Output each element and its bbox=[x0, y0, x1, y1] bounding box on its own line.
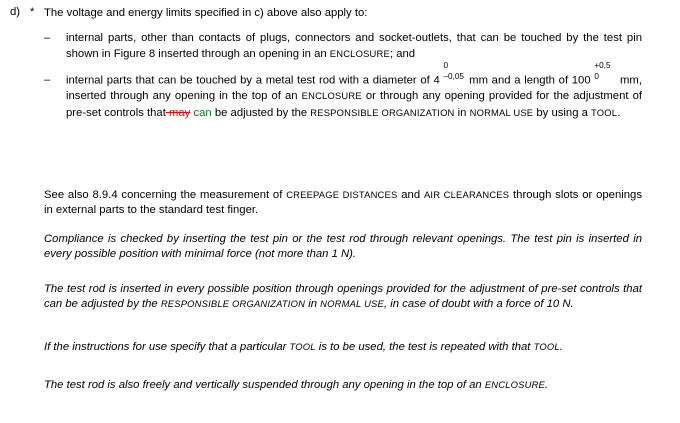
text-segment: through slots or openings in external parts to the standard test finger. bbox=[44, 189, 642, 217]
text-segment: , in case of doubt with a force of 10 N. bbox=[383, 298, 574, 311]
text-segment: internal parts, other than contacts of plugs, connectors and socket-outlets, that can be touched by the test pin shown in Figure 8 inserted through an opening in an bbox=[66, 32, 642, 61]
paragraph-see-also bbox=[44, 188, 642, 218]
list-item bbox=[44, 30, 642, 63]
text-segment: or through any opening provided for the adjustment of pre-set controls that bbox=[66, 90, 642, 119]
term-enclosure: ENCLOSURE bbox=[484, 379, 546, 390]
text-segment: See also 8.9.4 concerning the measurement of bbox=[44, 189, 287, 201]
dash-marker: – bbox=[44, 32, 51, 44]
tolerance-lower: –0,05 bbox=[443, 71, 464, 81]
text-segment: is to be used, the test is repeated with that bbox=[315, 341, 534, 353]
dash-list bbox=[44, 30, 642, 130]
term-tool: TOOL bbox=[591, 106, 618, 118]
term-tool: TOOL bbox=[533, 341, 560, 352]
paragraph-compliance bbox=[44, 232, 642, 262]
list-item-body bbox=[66, 30, 642, 63]
text-segment: If the instructions for use specify that a particular bbox=[44, 341, 290, 353]
text-segment: . bbox=[545, 379, 549, 391]
tolerance-upper: +0,5 bbox=[594, 60, 611, 70]
text-segment: be adjusted by the bbox=[211, 106, 311, 119]
text-segment: and bbox=[397, 189, 424, 201]
paragraph-test-rod-insert bbox=[44, 282, 642, 312]
term-responsible-organization: RESPONSIBLE ORGANIZATION bbox=[160, 298, 306, 310]
paragraph-freely-suspended bbox=[44, 378, 642, 393]
term-tool: TOOL bbox=[289, 341, 316, 352]
term-normal-use: NORMAL USE bbox=[469, 106, 534, 118]
text-segment: internal parts that can be touched by a metal test rod with a diameter of 4 bbox=[66, 74, 444, 87]
list-marker-d: d) bbox=[10, 6, 21, 18]
text-segment: mm and a length of 100 bbox=[465, 74, 595, 87]
asterisk-marker: * bbox=[30, 6, 35, 18]
text-segment: in bbox=[454, 106, 470, 119]
text-segment: ; and bbox=[389, 48, 416, 61]
text-segment: in bbox=[305, 298, 321, 311]
text-segment: The test rod is also freely and vertically suspended through any opening in the top of an bbox=[44, 379, 485, 391]
tolerance-diameter bbox=[443, 60, 465, 83]
text-segment: by using a bbox=[533, 106, 592, 119]
list-item-body bbox=[66, 60, 642, 121]
term-enclosure: ENCLOSURE bbox=[329, 48, 390, 60]
list-item-d-text: The voltage and energy limits specified in c) above also apply to: bbox=[44, 7, 368, 19]
text-segment: The test rod is inserted in every possible position through openings provided for the adjustment of pre-set controls that can be adjusted by the bbox=[44, 283, 642, 311]
term-responsible-organization: RESPONSIBLE ORGANIZATION bbox=[310, 106, 455, 118]
term-normal-use: NORMAL USE bbox=[320, 298, 384, 310]
text-segment: Compliance is checked by inserting the test pin or the test rod through relevant openings. The test pin is inserted in every possible position with minimal force (not more than 1 N). bbox=[44, 233, 642, 261]
deleted-text: may bbox=[165, 106, 191, 119]
text-segment: . bbox=[617, 106, 621, 119]
term-air-clearances: AIR CLEARANCES bbox=[423, 189, 510, 200]
dash-marker: – bbox=[44, 73, 51, 86]
tolerance-length bbox=[594, 60, 616, 83]
text-segment: mm, inserted through any opening in the top of an bbox=[66, 74, 642, 103]
inserted-text: can bbox=[190, 106, 212, 119]
list-item bbox=[44, 60, 642, 121]
tolerance-lower: 0 bbox=[594, 71, 599, 81]
list-item-d bbox=[10, 6, 642, 21]
term-creepage-distances: CREEPAGE DISTANCES bbox=[286, 189, 398, 200]
text-segment: . bbox=[559, 341, 563, 353]
term-enclosure: ENCLOSURE bbox=[301, 90, 362, 102]
tolerance-upper: 0 bbox=[443, 60, 449, 70]
paragraph-instructions bbox=[44, 340, 642, 355]
